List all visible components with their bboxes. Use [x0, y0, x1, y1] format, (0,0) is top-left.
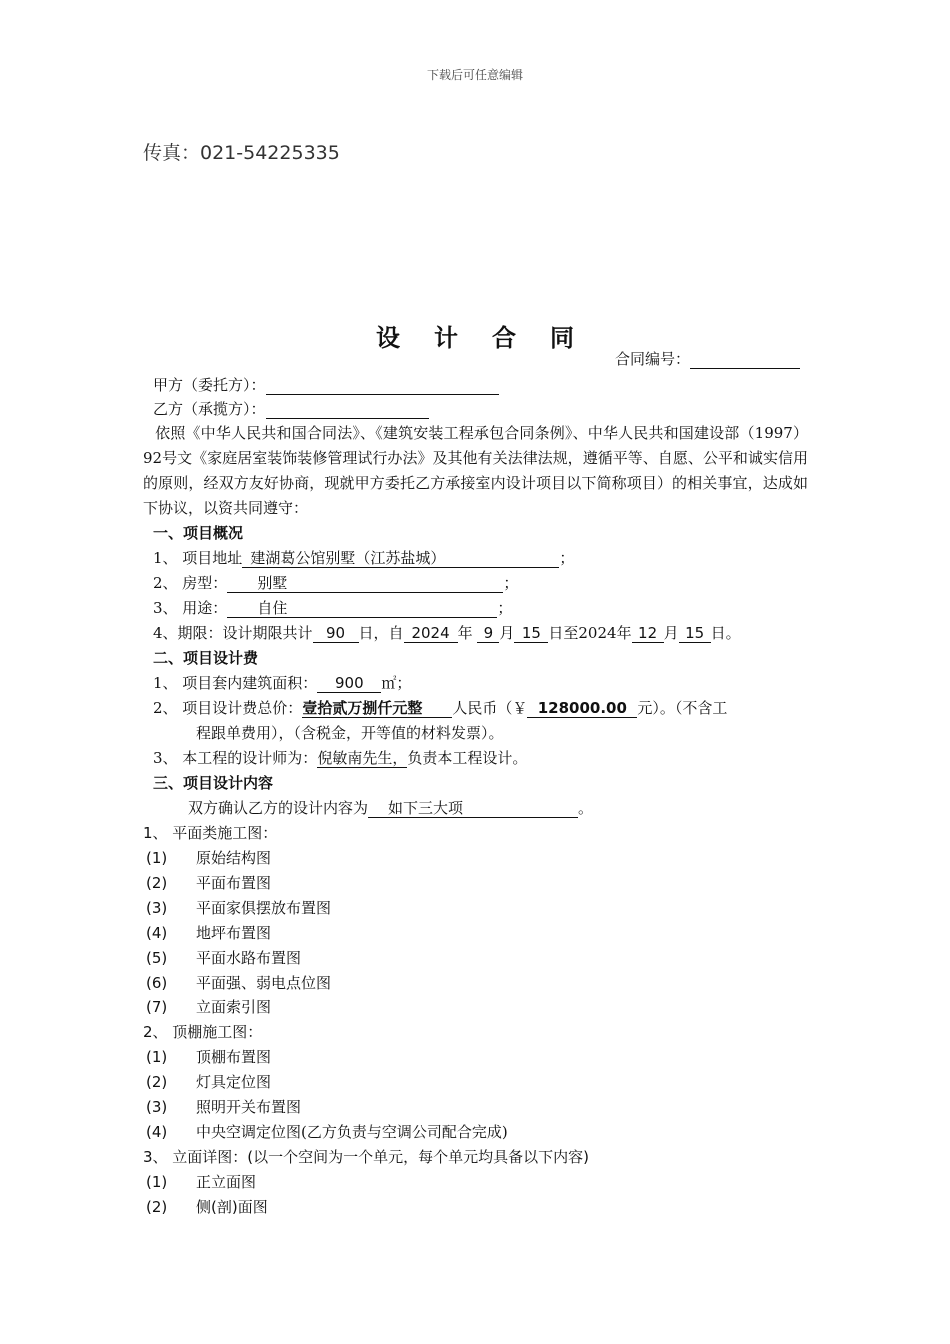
list-item-text: 照明开关布置图	[196, 1097, 302, 1116]
period-days: 90	[313, 625, 359, 643]
list-item	[146, 1046, 271, 1067]
house-value: 别墅	[227, 575, 503, 593]
list-item-number: (1)	[146, 849, 168, 867]
list-item	[146, 1171, 256, 1192]
list-item-number: (3)	[146, 898, 168, 917]
list-item	[146, 972, 331, 993]
contract-number-blank[interactable]	[690, 351, 800, 369]
period-line: 4、期限：设计期限共计 90 日，自 2024 年 9 月 15 日至2024年 12 月 15 日。	[153, 624, 741, 642]
section2-heading: 二、项目设计费	[153, 649, 259, 667]
list-item-text: 平面布置图	[196, 873, 272, 892]
start-month: 9	[477, 625, 499, 643]
usage-line: 3、 用途： 自住 ；	[153, 599, 513, 617]
list-item-number: (1)	[146, 1048, 168, 1066]
group3-title: 3、 立面详图：(以一个空间为一个单元，每个单元均具备以下内容)	[143, 1148, 590, 1166]
use-value: 自住	[227, 600, 497, 618]
intro-paragraph	[143, 421, 808, 521]
list-item-text: 立面索引图	[196, 998, 272, 1017]
end-day: 15	[679, 625, 711, 643]
party-a-line	[153, 374, 499, 395]
list-item-number: (5)	[146, 948, 168, 967]
end-year: 2024	[578, 624, 617, 642]
list-item	[146, 996, 271, 1017]
party-b-blank[interactable]	[266, 401, 429, 419]
house-label: 2、 房型：	[153, 574, 228, 592]
designer-line: 3、 本工程的设计师为：倪敏南先生，负责本工程设计。	[153, 749, 528, 767]
party-a-blank[interactable]	[266, 377, 499, 395]
contract-number	[615, 348, 800, 369]
list-item-text: 平面水路布置图	[196, 948, 302, 967]
list-item	[146, 847, 271, 868]
fee-note: 程跟单费用），（含税金，开等值的材料发票）。	[196, 724, 504, 742]
header-note: 下载后可任意编辑	[426, 68, 523, 82]
list-item-text: 顶棚布置图	[196, 1048, 272, 1066]
confirm-line: 双方确认乙方的设计内容为 如下三大项 。	[188, 799, 594, 817]
list-item	[146, 922, 271, 943]
list-item-text: 侧(剖)面图	[196, 1197, 268, 1216]
group2-title: 2、 顶棚施工图：	[143, 1023, 263, 1041]
list-item	[146, 1071, 271, 1092]
fax-line: 传真：021-54225335	[143, 142, 340, 164]
list-item	[146, 1196, 268, 1217]
list-item-number: (6)	[146, 973, 168, 992]
party-a-label: 甲方（委托方）：	[153, 376, 266, 394]
list-item-number: (4)	[146, 923, 168, 942]
list-item-text: 平面家俱摆放布置图	[196, 898, 332, 917]
list-item-text: 地坪布置图	[196, 923, 272, 942]
party-b-line	[153, 398, 429, 419]
area-line: 1、 项目套内建筑面积： 900 ㎡；	[153, 674, 412, 692]
project-address-line: 1、 项目地址 建湖葛公馆别墅（江苏盐城） ；	[153, 549, 575, 567]
contract-title: 设计合同	[376, 324, 608, 352]
list-item-number: (1)	[146, 1173, 168, 1191]
list-item-number: (2)	[146, 1072, 168, 1091]
designer-name: 倪敏南先生，	[317, 749, 408, 767]
group1-title: 1、 平面类施工图：	[143, 824, 278, 842]
area-value: 900	[317, 675, 381, 693]
list-item-text: 灯具定位图	[196, 1072, 272, 1091]
fee-line: 2、 项目设计费总价：壹拾贰万捌仟元整 人民币（￥ 128000.00 元）。（不含工	[153, 699, 728, 717]
list-item	[146, 872, 271, 893]
list-item-number: (2)	[146, 873, 168, 892]
start-day: 15	[514, 625, 548, 643]
list-item-text: 平面强、弱电点位图	[196, 973, 332, 992]
address-label: 1、 项目地址	[153, 549, 243, 567]
list-item-number: (4)	[146, 1122, 168, 1141]
list-item-text: 中央空调定位图(乙方负责与空调公司配合完成)	[196, 1122, 508, 1141]
contract-number-label: 合同编号：	[615, 350, 691, 368]
list-item	[146, 947, 301, 968]
list-item-text: 正立面图	[196, 1173, 257, 1191]
use-label: 3、 用途：	[153, 599, 228, 617]
house-type-line: 2、 房型： 别墅 ；	[153, 574, 519, 592]
list-item-number: (7)	[146, 998, 168, 1017]
section1-heading: 一、项目概况	[153, 524, 244, 542]
list-item-number: (3)	[146, 1097, 168, 1116]
intro-text: 依照《中华人民共和国合同法》、《建筑安装工程承包合同条例》、中华人民共和国建设部（1997）92号文《家庭居室装饰装修管理试行办法》及其他有关法律法规，遵循平等、自愿、公平和诚实信用的原则，经双方友好协商，现就甲方委托乙方承接室内设计项目以下简称项目）的相关事宜，达成如下协议，以资共同遵守：	[143, 424, 808, 517]
end-month: 12	[632, 625, 664, 643]
fee-amount: 128000.00	[527, 700, 637, 718]
list-item-number: (2)	[146, 1197, 168, 1216]
list-item	[146, 897, 331, 918]
fee-in-words: 壹拾贰万捌仟元整	[302, 700, 452, 718]
start-year: 2024	[404, 625, 458, 643]
list-item	[146, 1121, 508, 1142]
list-item-text: 原始结构图	[196, 849, 272, 867]
party-b-label: 乙方（承揽方）：	[153, 400, 266, 418]
confirm-value: 如下三大项	[368, 800, 578, 818]
section3-heading: 三、项目设计内容	[153, 774, 274, 792]
address-value: 建湖葛公馆别墅（江苏盐城）	[242, 550, 559, 568]
list-item	[146, 1096, 301, 1117]
